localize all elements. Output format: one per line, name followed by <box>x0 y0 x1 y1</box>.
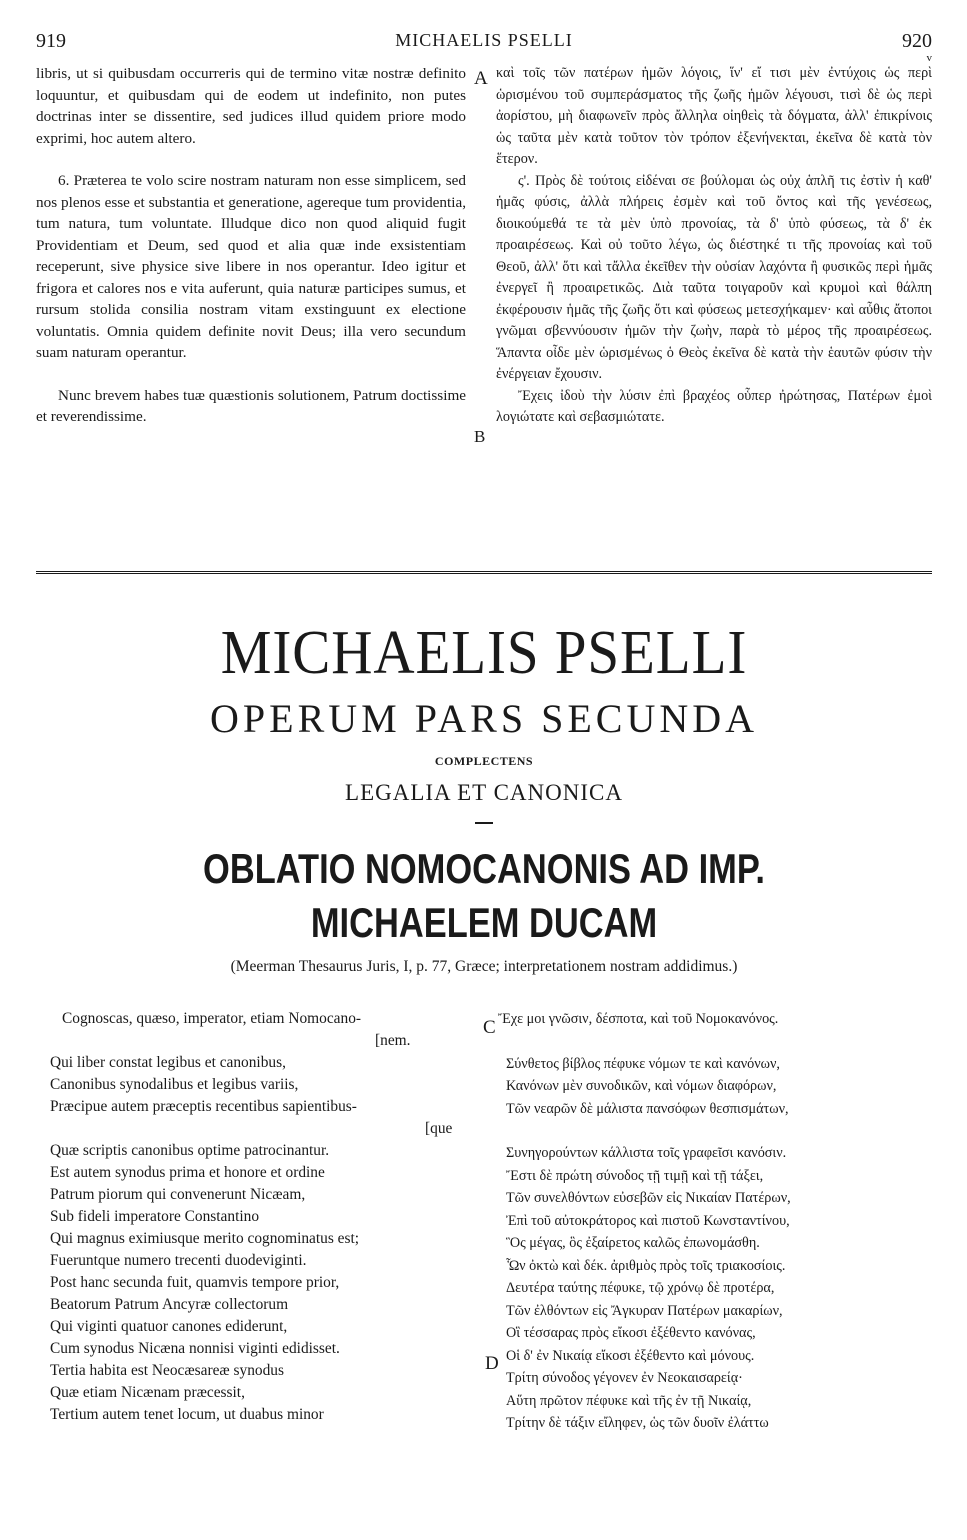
verse-line: Οἳ τέσσαρας πρὸς εἴκοσι ἐξέθεντο κανόνας, <box>506 1325 756 1341</box>
verse-line: Ἐπὶ τοῦ αὐτοκράτορος καὶ πιστοῦ Κωνσταντίνου, <box>506 1212 790 1229</box>
verse-line: Beatorum Patrum Ancyræ collectorum <box>50 1296 289 1313</box>
latin-paragraph: Nunc brevem habes tuæ quæstionis solutionem, Patrum doctissime et reverendissime. <box>36 386 466 425</box>
section-divider <box>36 571 932 574</box>
verse-line: Τρίτη σύνοδος γέγονεν ἐν Νεοκαισαρείᾳ· <box>506 1370 743 1386</box>
work-part-title: OPERUM PARS SECUNDA <box>210 696 758 741</box>
verse-line: Qui viginti quatuor canones ediderunt, <box>50 1318 288 1335</box>
verse-line: Ἔχε μοι γνῶσιν, δέσποτα, καὶ τοῦ Νομοκανόνος. <box>498 1011 779 1027</box>
title-block <box>36 618 932 978</box>
verse-line: Qui liber constat legibus et canonibus, <box>50 1054 286 1071</box>
verse-line: Patrum piorum qui convenerunt Nicæam, <box>50 1186 306 1203</box>
verse-line-continuation: [nem. <box>375 1032 411 1049</box>
superscript-mark: v <box>926 52 932 64</box>
greek-paragraph: καὶ τοῖς τῶν πατέρων ἡμῶν λόγοις, ἵν' εἴ τισι μὲν ἐντύχοις ὡς περὶ ὡρισμένου τοῦ συμπεράσματος τῆς ζωῆς ἡμῶν λέγουσι, τισὶ δὲ ὡς περὶ ἀορίστου, μὴ διαφωνεῖν πρὸς ἄλληλα οἰηθεὶς τὰ δόγματα, ἀλλ' ἐπικρίνοις ὡς ταῦτα μὲν κατὰ τοῦτον τὸν τρόπον ἐξενήνεκται, ἐκεῖνα δὲ κατὰ τὸν ἕτερον. <box>496 65 932 167</box>
verse-line: Σύνθετος βίβλος πέφυκε νόμων τε καὶ κανόνων, <box>506 1055 780 1072</box>
verse-line: Canonibus synodalibus et legibus variis, <box>50 1076 299 1093</box>
latin-column-upper <box>36 63 466 428</box>
verse-line: Αὕτη πρῶτον πέφυκε καὶ τῆς ἐν τῇ Νικαίᾳ, <box>506 1392 752 1409</box>
verse-line: Post hanc secunda fuit, quamvis tempore prior, <box>50 1274 340 1291</box>
verse-line: Συνηγορούντων κάλλιστα τοῖς γραφεῖσι κανόσιν. <box>506 1145 787 1161</box>
verse-line: Ἔστι δὲ πρώτη σύνοδος τῇ τιμῇ καὶ τῇ τάξει, <box>506 1167 764 1184</box>
page-number-right: 920 <box>902 30 932 52</box>
verse-line: Τῶν συνελθόντων εὐσεβῶν εἰς Νικαίαν Πατέρων, <box>506 1190 791 1206</box>
verse-line: Τῶν ἐλθόντων εἰς Ἄγκυραν Πατέρων μακαρίων, <box>506 1302 783 1319</box>
greek-paragraph: Ἔχεις ἰδοὺ τὴν λύσιν ἐπὶ βραχέος οὗπερ ἠρώτησας, Πατέρων ἐμοὶ λογιώτατε καὶ σεβασμιώτατε. <box>496 387 932 425</box>
verse-line-continuation: [que <box>425 1120 453 1137</box>
verse-line: Τῶν νεαρῶν δὲ μάλιστα πανσόφων θεσπισμάτων, <box>506 1100 789 1117</box>
verse-line: Δευτέρα ταύτης πέφυκε, τῷ χρόνῳ δὲ προτέρα, <box>506 1280 775 1296</box>
verse-line: Est autem synodus prima et honore et ordine <box>50 1164 325 1181</box>
verse-line: Quæ etiam Nicænam præcessit, <box>50 1384 245 1401</box>
source-note: (Meerman Thesaurus Juris, I, p. 77, Græce; interpretationem nostram addidimus.) <box>230 958 738 975</box>
treatise-title: OBLATIO NOMOCANONIS AD IMP. MICHAELEM DUCAM <box>203 845 765 946</box>
verse-spacer <box>506 1120 932 1142</box>
verse-line: Κανόνων μὲν συνοδικῶν, καὶ νόμων διαφόρων, <box>506 1078 777 1094</box>
verse-line: Cognoscas, quæso, imperator, etiam Nomocano- <box>62 1010 362 1027</box>
latin-verse-column <box>50 1008 482 1426</box>
verse-spacer <box>506 1031 932 1053</box>
verse-line: Præcipue autem præceptis recentibus sapientibus- <box>50 1098 357 1115</box>
margin-marker-c: C <box>483 1017 496 1038</box>
verse-line: Cum synodus Nicæna nonnisi viginti edidisset. <box>50 1340 340 1357</box>
page-number-left: 919 <box>36 30 66 52</box>
margin-marker-a: A <box>474 68 488 89</box>
verse-line: Tertium autem tenet locum, ut duabus minor <box>50 1406 324 1423</box>
section-subject-title: LEGALIA ET CANONICA <box>345 780 623 805</box>
margin-marker-d: D <box>485 1353 499 1374</box>
greek-verse-column <box>498 1008 932 1435</box>
verse-line: Ὃς μέγας, ὃς ἐξαίρετος καλῶς ἐπωνομάσθη. <box>506 1235 760 1251</box>
verse-line: Qui magnus eximiusque merito cognominatus est; <box>50 1230 360 1247</box>
greek-paragraph: ς'. Πρὸς δὲ τούτοις εἰδέναι σε βούλομαι ὡς οὐχ ἁπλῆ τις ἐστὶν ἡ καθ' ἡμᾶς φύσις, ἀλλὰ πλήρεις ἐσμὲν καὶ τοῦ ὄντος καὶ τῆς γενέσεως, διοικούμεθά τε τὰ μὲν ὑπὸ προνοίας, τὰ δ' ὑπὸ φύσεως, τὰ δ' ἐκ προαιρέσεως. Καὶ οὐ τοῦτο λέγω, ὡς διέστηκέ τι τῆς προνοίας καὶ τοῦ Θεοῦ, ἀλλ' ὅτι καὶ τἄλλα ἐκεῖθεν τὴν οὐσίαν λαχόντα ἢ φυσικῶς περὶ ἡμᾶς ἐνεργεῖ ἢ προαιρετικῶς. Διὰ ταῦτα τοιγαροῦν καὶ κρυμοὶ καὶ θάλπη ἐκφέρουσιν ἡμᾶς τῆς ζωῆς ὅτι καὶ φύσεως μετεσχήκαμεν· καὶ αὖθις ἄτοποι γνῶμαι σβεννύουσιν ἡμῶν τὴν ζωὴν, παρὰ τὸ μέρος τῆς προαιρέσεως. Ἅπαντα οἶδε μὲν ὡρισμένως ὁ Θεὸς ἐκεῖνα δὲ κατὰ τὴν ἑαυτῶν φύσιν τὴν ἐνέργειαν ἔχουσιν. <box>496 172 932 382</box>
latin-paragraph: libris, ut si quibusdam occurreris qui de termino vitæ nostræ definito loquuntur, et quibusdam qui de eodem ut indefinito, non putes doctrinas inter se dissentire, sed judices illud quidem priore modo exprimi, hoc autem altero. <box>36 65 466 147</box>
running-title: MICHAELIS PSELLI <box>395 30 573 50</box>
verse-line: Tertia habita est Neocæsareæ synodus <box>50 1362 284 1379</box>
verse-line: Οἱ δ' ἐν Νικαίᾳ εἴκοσι ἐξέθεντο καὶ μόνους. <box>506 1347 755 1364</box>
greek-column-upper <box>496 63 932 429</box>
margin-marker-b: B <box>474 427 486 446</box>
verse-line: Τρίτην δὲ τάξιν εἴληφεν, ὡς τῶν δυοῖν ἐλάττω <box>506 1415 769 1431</box>
verse-line: Sub fideli imperatore Constantino <box>50 1208 260 1225</box>
author-title: MICHAELIS PSELLI <box>220 619 748 687</box>
running-header <box>36 30 932 64</box>
verse-line: Fueruntque numero trecenti duodeviginti. <box>50 1252 307 1269</box>
latin-paragraph: 6. Præterea te volo scire nostram naturam non esse simplicem, sed nos plenos esse et substantia et generatione, agereque tum providentia, tum natura, tum voluntate. Illudque dico non quod aliquid fugit Providentiam et Deum, sed quod et alia quæ inde exsistentiam receperunt, sive physice sive libere in nos operantur. Ideo igitur et frigora et calores nos e vita auferunt, quia naturæ participes sumus, et rursum stolida consilia nostram vitam exstinguunt ex electione voluntatis. Omnia quidem definite novit Deus; illa vero secundum suam naturam operantur. <box>36 172 466 361</box>
verse-line: Ὧν ὀκτὼ καὶ δέκ. ἀριθμὸς πρὸς τοῖς τριακοσίοις. <box>506 1257 786 1274</box>
complectens-label: COMPLECTENS <box>434 754 534 768</box>
title-dash <box>475 822 493 824</box>
verse-line: Quæ scriptis canonibus optime patrocinantur. <box>50 1142 330 1159</box>
